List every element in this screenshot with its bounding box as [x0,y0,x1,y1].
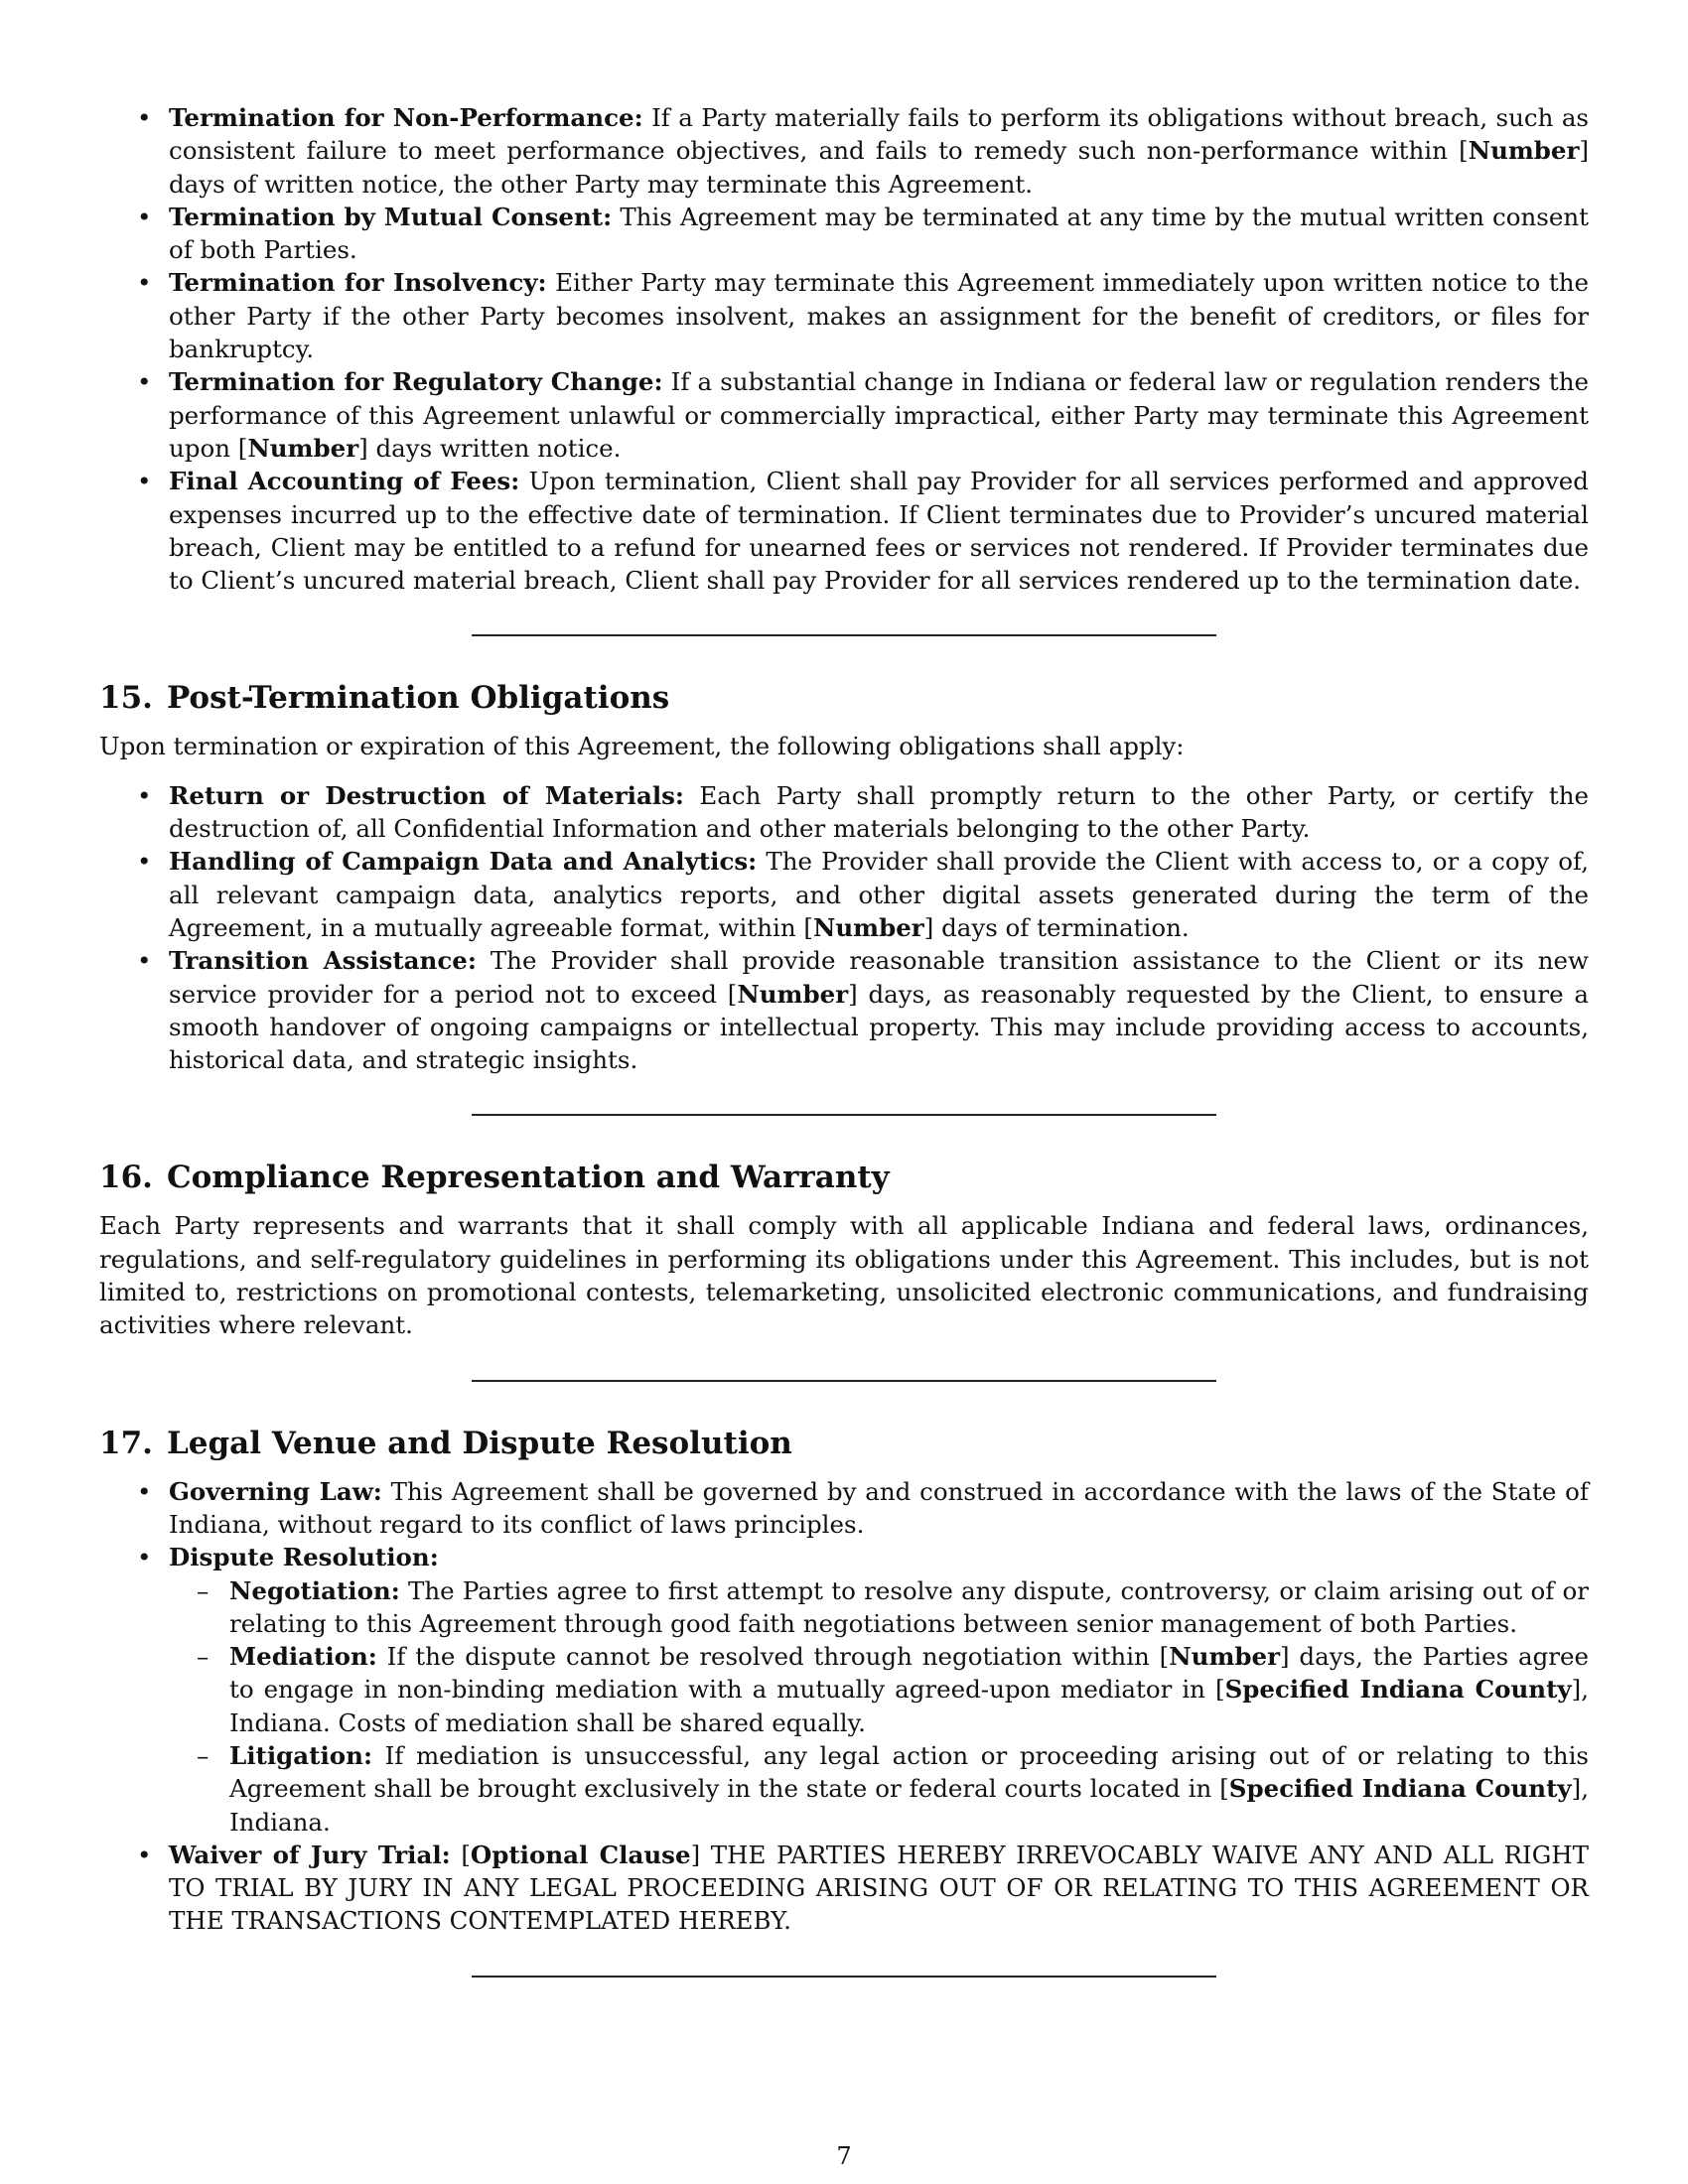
bullet-icon: • [137,467,152,496]
list-item: • Termination for Insolvency: Either Party may terminate this Agreement immediately upon written notice to the other Party if the other Party becomes insolvent, makes an assignment for the benefit of creditors, or files for bankruptcy. [137,268,1590,364]
sublist-item: – Litigation: If mediation is unsuccessful, any legal action or proceeding arising out of or relating to this Agreement shall be brought exclusively in the state or federal courts located in [Specified Indiana County], Indiana. [197,1740,1589,1837]
bullet-icon: • [137,103,152,132]
list-item: • Governing Law: This Agreement shall be governed by and construed in accordance with the laws of the State of Indiana, without regard to its conflict of laws principles. [137,1476,1589,1539]
dispute-sublist [169,1574,1589,1839]
page-number: 7 [836,2142,852,2170]
list-item: • Termination by Mutual Consent: This Agreement may be terminated at any time by the mutual written consent of both Parties. [137,202,1589,265]
list-item: • Termination for Non-Performance: If a Party materially fails to perform its obligations without breach, such as consistent failure to meet performance objectives, and fails to remedy such non-performance within [Number] days of written notice, the other Party may terminate this Agreement. [137,103,1589,199]
termination-list [99,101,1589,597]
dash-icon: – [197,1575,210,1605]
section-heading: 15. Post-Termination Obligations [99,680,670,717]
section-divider [472,1380,1216,1382]
document-page [99,99,1589,1978]
list-item: • Transition Assistance: The Provider shall provide reasonable transition assistance to the Client or its new service provider for a period not to exceed [Number] days, as reasonably requested by the Client, to ensure a smooth handover of ongoing campaigns or intellectual property. This may include providing access to accounts, historical data, and strategic insights. [137,946,1590,1075]
bullet-icon: • [137,268,152,298]
bullet-icon: • [137,1840,152,1869]
bullet-icon: • [137,946,152,976]
sublist-item: – Negotiation: The Parties agree to first attempt to resolve any dispute, controversy, or claim arising out of or relating to this Agreement through good faith negotiations between senior management of both Parties. [197,1575,1589,1638]
post-termination-list [99,779,1589,1077]
section-intro: Upon termination or expiration of this Agreement, the following obligations shall apply: [99,732,1185,761]
bullet-icon: • [137,202,152,231]
section-heading: 16. Compliance Representation and Warranty [99,1160,890,1196]
bullet-icon: • [137,1476,152,1506]
list-item: • Handling of Campaign Data and Analytics: The Provider shall provide the Client with access to, or a copy of, all relevant campaign data, analytics reports, and other digital assets generated during the term of the Agreement, in a mutually agreeable format, within [Number] days of termination. [137,847,1590,942]
section-heading: 17. Legal Venue and Dispute Resolution [99,1425,792,1461]
list-item: • Waiver of Jury Trial: [Optional Clause] THE PARTIES HEREBY IRREVOCABLY WAIVE ANY AND ALL RIGHT TO TRIAL BY JURY IN ANY LEGAL PROCEEDING ARISING OUT OF OR RELATING TO THIS AGREEMENT OR THE TRANSACTIONS CONTEMPLATED HEREBY. [137,1840,1589,1936]
bullet-icon: • [137,780,152,810]
list-item: • Return or Destruction of Materials: Each Party shall promptly return to the other Party, or certify the destruction of, all Confidential Information and other materials belonging to the other Party. [137,780,1589,844]
section-divider [472,634,1216,636]
section-body: Each Party represents and warrants that it shall comply with all applicable Indiana and federal laws, ordinances, regulations, and self-regulatory guidelines in performing its obligations under this Agreement. This includes, but is not limited to, restrictions on promotional contests, telemarketing, unsolicited electronic communications, and fundraising activities where relevant. [99,1211,1589,1340]
list-item: • Dispute Resolution: – Negotiation: The Parties agree to first attempt to resolve any dispute, controversy, or claim arising out of or relating to this Agreement through good faith negotiations between senior management of both Parties. – Mediation: If the dispute cannot be resolved through negotiation within [Number] days, the Parties agree to engage in non-binding mediation with a mutually agreed-upon mediator in [Specified Indiana County], Indiana. Costs of mediation shall be shared equally. – Litigation: If mediation is unsuccessful, any legal action or proceeding arising out of or relating to this Agreement shall be brought exclusively in the state or federal courts located in [Specified Indiana County], Indiana. [99,1541,1589,1839]
bullet-icon: • [137,847,152,877]
section-divider [472,1114,1216,1116]
dash-icon: – [197,1740,210,1770]
section-divider [472,1976,1216,1978]
legal-venue-list [99,1475,1589,1938]
list-item: • Termination for Regulatory Change: If a substantial change in Indiana or federal law or regulation renders the performance of this Agreement unlawful or commercially impractical, either Party may terminate this Agreement upon [Number] days written notice. [137,367,1589,463]
dash-icon: – [197,1642,210,1672]
list-item: • Final Accounting of Fees: Upon termination, Client shall pay Provider for all services performed and approved expenses incurred up to the effective date of termination. If Client terminates due to Provider’s uncured material breach, Client may be entitled to a refund for unearned fees or services not rendered. If Provider terminates due to Client’s uncured material breach, Client shall pay Provider for all services rendered up to the termination date. [137,467,1589,596]
bullet-icon: • [137,1543,152,1572]
bullet-icon: • [137,367,152,397]
sublist-item: – Mediation: If the dispute cannot be resolved through negotiation within [Number] days, the Parties agree to engage in non-binding mediation with a mutually agreed-upon mediator in [Specified Indiana County], Indiana. Costs of mediation shall be shared equally. [197,1642,1589,1737]
